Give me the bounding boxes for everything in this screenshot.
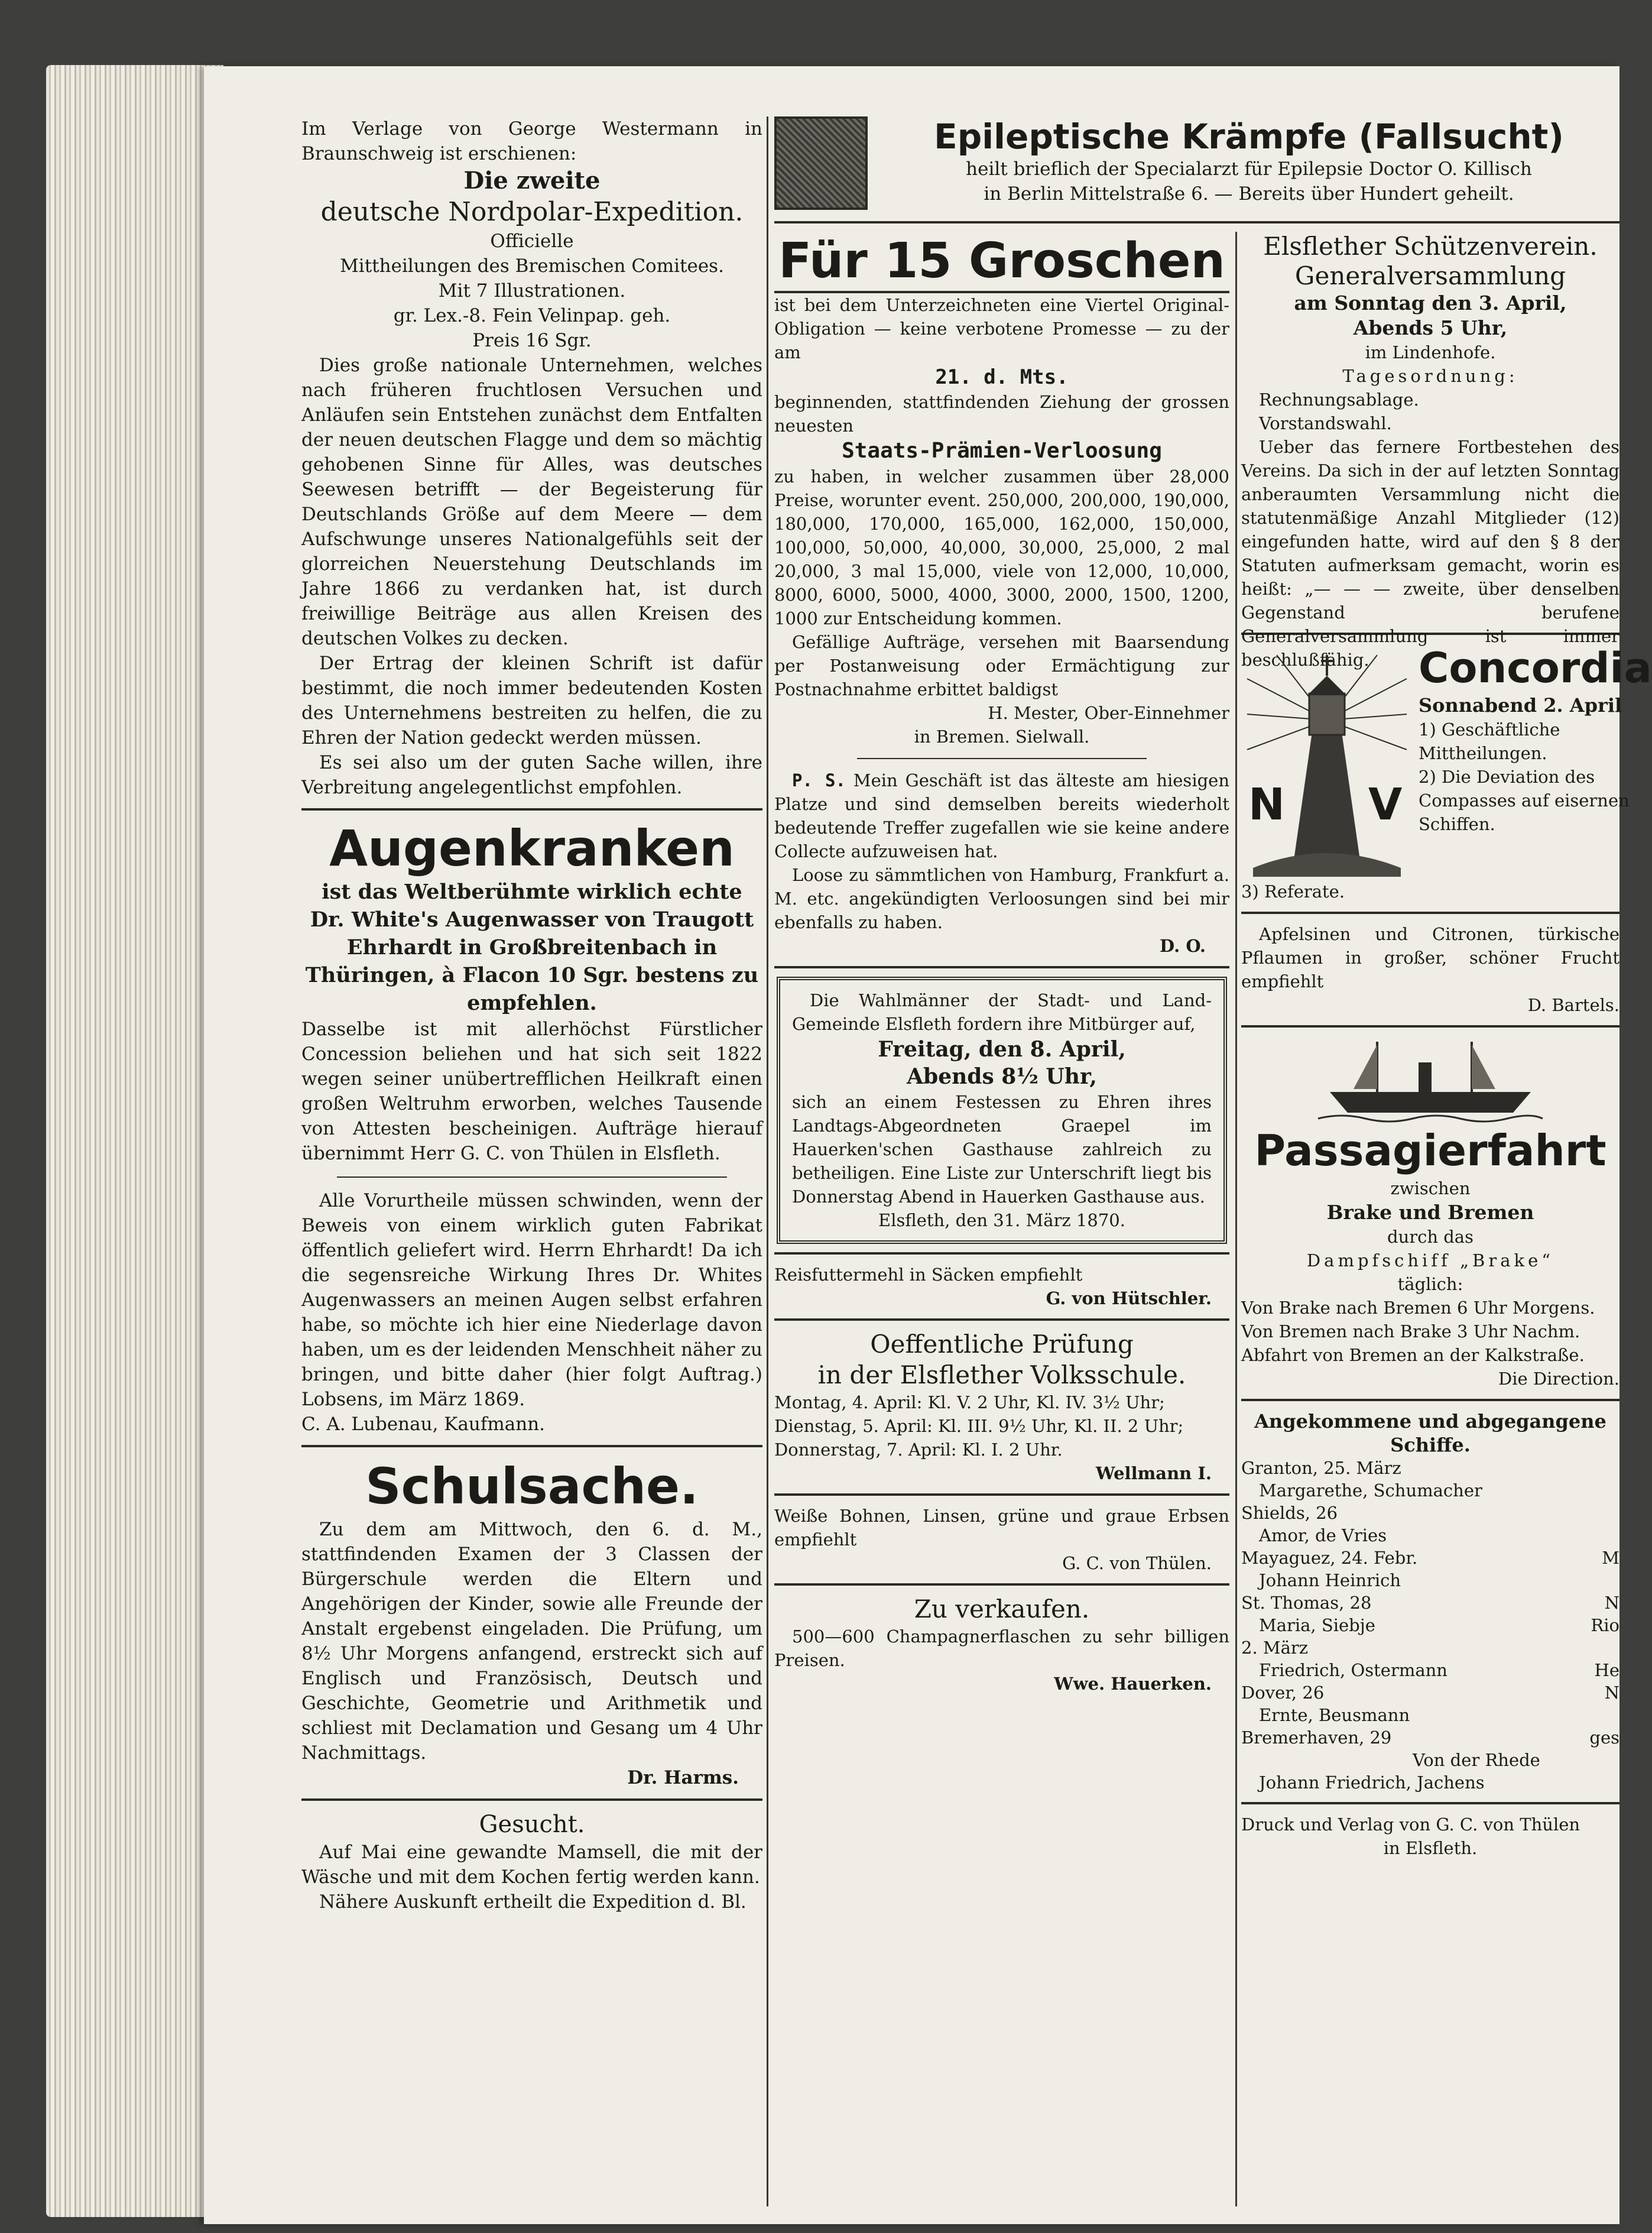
westermann-sub2: Mittheilungen des Bremischen Comitees. [340, 255, 724, 277]
groschen-body4: Gefällige Aufträge, versehen mit Baarsendung per Postanweisung oder Ermächtigung zur Postnachnahme erbittet baldigst [774, 632, 1229, 699]
pruefung-sign: Wellmann I. [1095, 1463, 1212, 1483]
divider [301, 1445, 762, 1447]
ad-concordia [1241, 643, 1652, 880]
groschen-sign2: in Bremen. Sielwall. [914, 727, 1090, 747]
dampf-l7: Von Bremen nach Brake 3 Uhr Nachm. [1241, 1321, 1580, 1341]
epilepsie-line1: heilt brieflich der Specialarzt für Epilepsie Doctor O. Killisch [966, 158, 1532, 180]
ship-row-text: Shields, 26 [1241, 1503, 1338, 1523]
pruefung-line1: Montag, 4. April: Kl. V. 2 Uhr, Kl. IV. 3½ Uhr; [774, 1392, 1165, 1412]
divider [774, 1583, 1229, 1586]
ship-row [1241, 1614, 1619, 1636]
epilepsie-heading: Epileptische Krämpfe (Fallsucht) [934, 116, 1564, 157]
ad-apfelsinen [1241, 922, 1619, 1017]
ship-row [1241, 1547, 1619, 1569]
verkaufen-heading: Zu verkaufen. [914, 1594, 1090, 1623]
schuetzen-item1: Rechnungsablage. [1259, 390, 1419, 410]
reis-text: Reisfuttermehl in Säcken empfiehlt [774, 1265, 1083, 1285]
ship-row-port: Rio [1591, 1615, 1619, 1635]
schiffe-heading2: Schiffe. [1390, 1434, 1471, 1456]
groschen-ps: Mein Geschäft ist das älteste am hiesigen Platze und sind demselben bereits wiederholt bedeutende Treffer zugefallen wie sie keine andere Collecte aufzuweisen hat. [774, 770, 1229, 861]
ship-row-port: N [1604, 1593, 1619, 1613]
westermann-sub3: Mit 7 Illustrationen. [438, 280, 626, 302]
impressum-place: in Elsfleth. [1383, 1838, 1478, 1858]
steamship-icon [1318, 1036, 1543, 1124]
concordia-date: Sonnabend 2. April [1419, 694, 1622, 717]
ship-row-port: N [1604, 1683, 1619, 1703]
ad-bohnen [774, 1504, 1229, 1575]
concordia-item2: 2) Die Deviation des Compasses auf eisernen Schiffen. [1419, 767, 1630, 834]
divider [774, 1252, 1229, 1255]
groschen-date: 21. d. Mts. [935, 365, 1069, 389]
ship-row-text: Von der Rhede [1413, 1750, 1540, 1770]
apfelsinen-text: Apfelsinen und Citronen, türkische Pflaumen in großer, schöner Frucht empfiehlt [1241, 924, 1619, 991]
ship-row-port: ges [1589, 1728, 1619, 1748]
groschen-initials: D. O. [1160, 936, 1206, 956]
divider [774, 221, 1619, 223]
bohnen-sign: G. C. von Thülen. [1062, 1553, 1212, 1573]
pruefung-heading1: Oeffentliche Prüfung [870, 1330, 1134, 1359]
schuetzen-place: im Lindenhofe. [1365, 342, 1496, 362]
ornament-block-icon [774, 116, 868, 210]
groschen-body1: ist bei dem Unterzeichneten eine Viertel Original-Obligation — keine verbotene Promesse — zu der am [774, 295, 1229, 362]
ad-schuetzenverein [1241, 232, 1619, 670]
westermann-price: Preis 16 Sgr. [472, 330, 592, 351]
ad-verkaufen [774, 1594, 1229, 1696]
groschen-lottery: Staats-Prämien-Verloosung [842, 439, 1162, 463]
column-middle [774, 232, 1229, 2206]
schiffe-heading1: Angekommene und abgegangene [1254, 1410, 1606, 1433]
divider [1241, 912, 1619, 914]
ship-row-text: Johann Friedrich, Jachens [1259, 1772, 1485, 1793]
reis-sign: G. von Hütschler. [1046, 1288, 1212, 1308]
divider [1241, 1399, 1619, 1401]
book-page-edges [46, 65, 223, 2217]
augen-lead: ist das Weltberühmte wirklich echte Dr. White's Augenwasser von Traugott Ehrhardt in Großbreitenbach in Thüringen, à Flacon 10 Sgr. bestens zu empfehlen. [305, 880, 759, 1015]
ship-row [1241, 1681, 1619, 1704]
schule-body: Zu dem am Mittwoch, den 6. d. M., stattfindenden Examen der 3 Classen der Bürgerschule werden die Eltern und Angehörigen der Kinder, sowie alle Freunde der Anstalt ergebenst eingeladen. Die Prüfung, um 8½ Uhr Morgens anfangend, erstreckt sich auf Englisch und Französisch, Deutsch und Geschichte, Geometrie und Arithmetik und schliest mit Declamation und Gesang um 4 Uhr Nachmittags. [301, 1519, 762, 1764]
verkaufen-sign: Wwe. Hauerken. [1054, 1674, 1212, 1694]
ship-row-text: Johann Heinrich [1259, 1570, 1401, 1590]
ad-schulsache [301, 1456, 762, 1790]
westermann-title1: Die zweite [463, 167, 601, 195]
schuetzen-body: Ueber das fernere Fortbestehen des Vereins. Da sich in der auf letzten Sonntag anberaumten Versammlung nicht die statutenmäßige Anzahl Mitglieder (12) eingefunden hatte, wird auf den § 8 der Statuten aufmerksam gemacht, worin es heißt: „— — — zweite, über denselben Gegenstand berufene Generalversammlung ist immer beschlußfähig. [1241, 437, 1619, 670]
ship-row-text: 2. März [1241, 1638, 1309, 1658]
ship-row-text: Dover, 26 [1241, 1683, 1325, 1703]
wahl-body: sich an einem Festessen zu Ehren ihres Landtags-Abgeordneten Graepel im Hauerken'schen Gasthause zahlreich zu betheiligen. Eine Liste zur Unterschrift liegt bis Donnerstag Abend in Hauerken Gasthause aus. [792, 1092, 1212, 1207]
westermann-sub1: Officielle [490, 231, 574, 252]
groschen-body2: beginnenden, stattfindenden Ziehung der grossen neuesten [774, 392, 1229, 436]
westermann-intro: Im Verlage von George Westermann in Braunschweig ist erschienen: [301, 118, 762, 164]
schuetzen-heading1: Elsflether Schützenverein. [1263, 232, 1598, 261]
gesucht-body: Auf Mai eine gewandte Mamsell, die mit der Wäsche und mit dem Kochen fertig werden kann. [301, 1842, 762, 1888]
divider [301, 808, 762, 811]
augen-sign: C. A. Lubenau, Kaufmann. [301, 1414, 546, 1435]
bohnen-text: Weiße Bohnen, Linsen, grüne und graue Erbsen empfiehlt [774, 1506, 1229, 1550]
ad-augenkranken [301, 819, 762, 1437]
ship-row-text: Ernte, Beusmann [1259, 1705, 1410, 1725]
groschen-ps-label: P. S. [792, 770, 846, 790]
column-rule [1235, 232, 1237, 2206]
dampf-l1: zwischen [1390, 1178, 1471, 1198]
ship-list [1241, 1457, 1619, 1794]
divider [301, 1798, 762, 1801]
dampf-heading: Passagierfahrt [1254, 1126, 1606, 1175]
wahl-date2: Abends 8½ Uhr, [907, 1064, 1097, 1089]
dampf-sign: Die Direction. [1498, 1369, 1619, 1389]
pruefung-line3: Donnerstag, 7. April: Kl. I. 2 Uhr. [774, 1440, 1063, 1460]
lighthouse-icon [1241, 643, 1413, 880]
apfelsinen-sign: D. Bartels. [1527, 995, 1619, 1015]
divider [774, 966, 1229, 968]
ship-row-text: Maria, Siebje [1259, 1615, 1375, 1635]
groschen-heading: Für 15 Groschen [774, 232, 1229, 293]
divider [774, 1493, 1229, 1496]
dampf-l3: durch das [1387, 1227, 1474, 1247]
divider [337, 1177, 727, 1178]
westermann-body2: Der Ertrag der kleinen Schrift ist dafür bestimmt, die noch immer bedeutenden Kosten des Unternehmens bestreiten zu helfen, die zu Ehren der Nation gedeckt werden müssen. [301, 653, 762, 748]
schuetzen-date1: am Sonntag den 3. April, [1294, 291, 1567, 315]
ad-epilepsie [774, 116, 1619, 210]
impressum-text: Druck und Verlag von G. C. von Thülen [1241, 1814, 1580, 1835]
schule-sign: Dr. Harms. [627, 1767, 739, 1788]
pruefung-line2: Dienstag, 5. April: Kl. III. 9½ Uhr, Kl. II. 2 Uhr; [774, 1416, 1184, 1436]
dampf-l8: Abfahrt von Bremen an der Kalkstraße. [1241, 1345, 1585, 1365]
ship-row-port: He [1594, 1660, 1619, 1680]
emblem-letter-v: V [1368, 779, 1403, 830]
divider [1241, 1802, 1619, 1804]
schule-heading: Schulsache. [365, 1457, 699, 1515]
schuetzen-date2: Abends 5 Uhr, [1353, 316, 1508, 339]
dampf-l5: täglich: [1397, 1274, 1463, 1294]
ad-dampfschiff [1241, 1036, 1619, 1391]
lighthouse-emblem [1241, 643, 1413, 880]
ad-gesucht [301, 1809, 762, 1914]
impressum [1241, 1813, 1619, 1860]
ship-row-text: Granton, 25. März [1241, 1458, 1401, 1478]
westermann-body1: Dies große nationale Unternehmen, welches nach früheren fruchtlosen Versuchen und Anläufen sein Entstehen zunächst dem Entfalten der neuen deutschen Flagge und dem so mächtig gehobenen Sinne für Alles, was deutsches Seewesen betrifft — der Begeisterung für Deutschlands Größe auf dem Meere — dem Aufschwunge unseres Nationalgefühls seit der glorreichen Neuerstehung Deutschlands im Jahre 1866 zu verdanken hat, ist durch freiwillige Beiträge aus allen Kreisen des deutschen Volkes zu decken. [301, 355, 762, 649]
ship-row [1241, 1569, 1619, 1592]
divider [857, 758, 1147, 759]
concordia-item3: 3) Referate. [1241, 881, 1345, 902]
ship-row-text: Amor, de Vries [1259, 1525, 1387, 1545]
ship-row [1241, 1457, 1619, 1479]
gesucht-note: Nähere Auskunft ertheilt die Expedition d. Bl. [319, 1891, 747, 1913]
augen-heading: Augenkranken [329, 819, 735, 877]
ad-reisfuttermehl [774, 1263, 1229, 1310]
westermann-title2: deutsche Nordpolar-Expedition. [320, 197, 744, 227]
ship-row [1241, 1479, 1619, 1502]
ship-row [1241, 1502, 1619, 1524]
emblem-letter-n: N [1248, 779, 1285, 830]
ad-wahlmaenner [777, 977, 1227, 1244]
ship-row [1241, 1636, 1619, 1659]
concordia-heading: Concordia [1419, 644, 1652, 692]
ship-row-text: Bremerhaven, 29 [1241, 1728, 1392, 1748]
ship-row [1241, 1726, 1619, 1749]
westermann-body3: Es sei also um der guten Sache willen, ihre Verbreitung angelegentlichst empfohlen. [301, 752, 762, 798]
ship-row [1241, 1704, 1619, 1726]
schuetzen-item2: Vorstandswahl. [1259, 413, 1392, 433]
column-rule [767, 116, 768, 2206]
schuetzen-heading2: Generalversammlung [1294, 261, 1566, 290]
ship-row [1241, 1524, 1619, 1547]
wahl-date1: Freitag, den 8. April, [878, 1037, 1126, 1062]
ship-row [1241, 1592, 1619, 1614]
epilepsie-banner [774, 116, 1619, 229]
ship-row-text: St. Thomas, 28 [1241, 1593, 1372, 1613]
ship-row [1241, 1659, 1619, 1681]
ship-row [1241, 1771, 1619, 1794]
groschen-sign1: H. Mester, Ober-Einnehmer [988, 703, 1229, 723]
ad-groschen [774, 232, 1229, 958]
groschen-loose: Loose zu sämmtlichen von Hamburg, Frankfurt a. M. etc. angekündigten Verloosungen sind bei mir ebenfalls zu haben. [774, 865, 1229, 932]
dampf-l4: Dampfschiff „Brake“ [1306, 1250, 1554, 1271]
groschen-body3: zu haben, in welcher zusammen über 28,000 Preise, worunter event. 250,000, 200,000, 190,000, 180,000, 170,000, 165,000, 162,000, 150,000, 100,000, 50,000, 40,000, 30,000, 25,000, 2 mal 20,000, 3 mal 15,000, viele von 12,000, 10,000, 8000, 6000, 5000, 4000, 3000, 2000, 1500, 1200, 1000 zur Entscheidung kommen. [774, 466, 1229, 628]
wahl-place: Elsfleth, den 31. März 1870. [878, 1210, 1125, 1230]
pruefung-heading2: in der Elsflether Volksschule. [817, 1360, 1186, 1389]
ship-row-text: Friedrich, Ostermann [1259, 1660, 1447, 1680]
column-right [1241, 232, 1652, 2206]
schuetzen-agenda-label: Tagesordnung: [1342, 366, 1518, 386]
concordia-item1: 1) Geschäftliche Mittheilungen. [1419, 720, 1560, 763]
dampf-l2: Brake und Bremen [1326, 1201, 1534, 1224]
dampf-l6: Von Brake nach Bremen 6 Uhr Morgens. [1241, 1298, 1595, 1318]
westermann-format: gr. Lex.-8. Fein Velinpap. geh. [393, 305, 671, 326]
ship-row-port: M [1602, 1548, 1619, 1568]
ship-row-text: Mayaguez, 24. Febr. [1241, 1548, 1418, 1568]
augen-testimonial: Alle Vorurtheile müssen schwinden, wenn der Beweis von einem wirklich guten Fabrikat öffentlich geliefert wird. Herrn Ehrhardt! Da ich die segensreiche Wirkung Ihres Dr. Whites Augenwassers an meinen Augen selbst erfahren habe, so möchte ich hier eine Niederlage davon haben, um es der leidenden Menschheit näher zu bringen, und bitte daher (hier folgt Auftrag.) Lobsens, im März 1869. [301, 1190, 762, 1410]
newspaper-page [204, 66, 1652, 2224]
gesucht-heading: Gesucht. [479, 1811, 585, 1838]
ship-row-text: Margarethe, Schumacher [1259, 1480, 1482, 1500]
column-left [301, 116, 762, 2206]
shipping-news [1241, 1409, 1619, 1794]
divider [1241, 1025, 1619, 1028]
ad-westermann [301, 116, 762, 800]
divider [774, 1318, 1229, 1321]
ad-pruefung [774, 1329, 1229, 1485]
ship-row [1241, 1749, 1619, 1771]
verkaufen-text: 500—600 Champagnerflaschen zu sehr billigen Preisen. [774, 1626, 1229, 1670]
augen-body: Dasselbe ist mit allerhöchst Fürstlicher Concession beliehen und hat sich seit 1822 wegen seiner unübertrefflichen Heilkraft einen großen Weltruhm erworben, welches Tausende von Attesten bescheinigen. Aufträge hierauf übernimmt Herr G. C. von Thülen in Elsfleth. [301, 1019, 762, 1164]
epilepsie-line2: in Berlin Mittelstraße 6. — Bereits über Hundert geheilt. [984, 183, 1514, 205]
wahl-intro: Die Wahlmänner der Stadt- und Land-Gemeinde Elsfleth fordern ihre Mitbürger auf, [792, 990, 1212, 1034]
